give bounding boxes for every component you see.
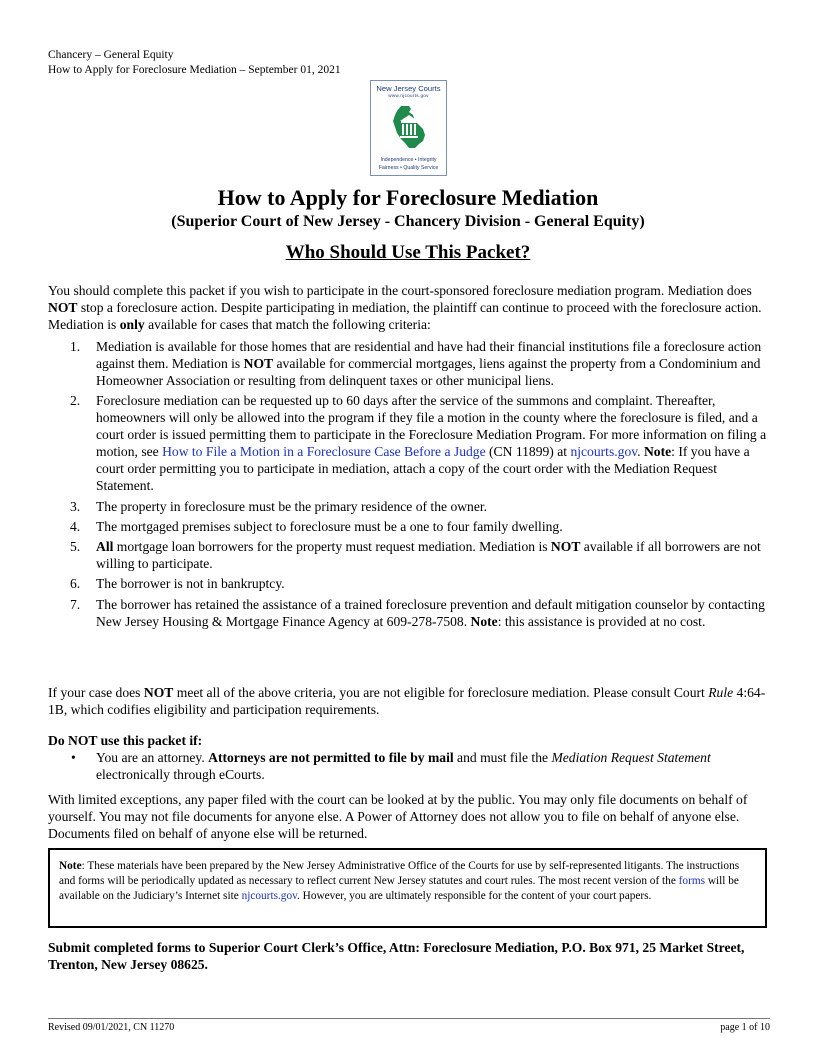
section-heading: Who Should Use This Packet? <box>285 242 531 263</box>
filing-limits-paragraph: With limited exceptions, any paper filed with the court can be looked at by the public. You may only file documents on behalf of yourself. You may not file documents for anyone else. A Power of Attorney does not allow you to file on behalf of anyone else. Documents filed on behalf of anyone else will be returned. <box>48 792 748 841</box>
list-item: 5. All mortgage loan borrowers for the property must request mediation. Mediation is NOT available if all borrowers are not willing to participate. <box>70 539 761 572</box>
intro-paragraph: You should complete this packet if you wish to participate in the court-sponsored foreclosure mediation program. Mediation does NOT stop a foreclosure action. Despite participating in mediation, the plaintiff can continue to proceed with the foreclosure action. Mediation is only available for cases that match the following criteria: <box>48 283 762 332</box>
do-not-use-heading: Do NOT use this packet if: <box>48 733 203 748</box>
footer-page-number: page 1 of 10 <box>720 1022 770 1033</box>
logo-name: New Jersey Courts <box>376 84 441 93</box>
njcourts-site-link[interactable]: njcourts.gov <box>241 890 298 903</box>
submit-instructions: Submit completed forms to Superior Court Clerk’s Office, Attn: Foreclosure Mediation, P.O. Box 971, 25 Market Street, Trenton, New Jersey 08625. <box>48 940 745 972</box>
courthouse-seal-icon <box>387 103 430 149</box>
list-item: 2. Foreclosure mediation can be requested up to 60 days after the service of the summons and complaint. Thereafter, homeowners will only be allowed into the program if they file a motion in the county where the foreclosure is filed, and a court order is issued permitting them to participate in the Foreclosure Mediation Program. For more information on filing a motion, see How to File a Motion in a Foreclosure Case Before a Judge (CN 11899) at njcourts.gov. Note: If you have a court order permitting you to participate in mediation, attach a copy of the court order with the Mediation Request Statement. <box>70 393 767 494</box>
motion-guide-link[interactable]: How to File a Motion in a Foreclosure Case Before a Judge <box>162 444 486 460</box>
forms-link[interactable]: forms <box>678 875 706 888</box>
header-division: Chancery – General Equity <box>48 49 174 61</box>
list-item: 3. The property in foreclosure must be the primary residence of the owner. <box>70 498 488 514</box>
page-subtitle: (Superior Court of New Jersey - Chancery Division - General Equity) <box>171 213 645 230</box>
footer-divider <box>48 1018 770 1019</box>
list-item: • You are an attorney. Attorneys are not permitted to file by mail and must file the Mediation Request Statement electronically through eCourts. <box>71 750 711 782</box>
njcourts-link[interactable]: njcourts.gov <box>570 444 638 460</box>
eligibility-criteria-list <box>48 338 770 633</box>
logo-motto-line2: Fairness • Quality Service <box>378 165 439 171</box>
list-item: 7. The borrower has retained the assistance of a trained foreclosure prevention and default mitigation counselor by contacting New Jersey Housing & Mortgage Finance Agency at 609-278-7508. Note: this assistance is provided at no cost. <box>70 596 765 629</box>
logo-motto-line1: Independence • Integrity <box>380 157 437 163</box>
header-doc-title: How to Apply for Foreclosure Mediation – September 01, 2021 <box>48 64 341 76</box>
note-box: Note: These materials have been prepared by the New Jersey Administrative Office of the Courts for use by self-represented litigants. The instructions and forms will be periodically updated as necessary to reflect current New Jersey statutes and court rules. The most recent version of the forms will be available on the Judiciary’s Internet site njcourts.gov. However, you are ultimately responsible for the content of your court papers. <box>48 848 767 928</box>
list-item: 4. The mortgaged premises subject to foreclosure must be a one to four family dwelling. <box>70 518 563 534</box>
footer-revision: Revised 09/01/2021, CN 11270 <box>48 1022 175 1033</box>
nj-courts-logo <box>370 80 447 176</box>
eligibility-paragraph: If your case does NOT meet all of the above criteria, you are not eligible for foreclosure mediation. Please consult Court Rule 4:64-1B, which codifies eligibility and participation requirements. <box>48 685 766 717</box>
list-item: 6. The borrower is not in bankruptcy. <box>70 576 285 592</box>
logo-url: www.njcourts.gov <box>388 93 429 98</box>
list-item: 1. Mediation is available for those homes that are residential and have had their financial institutions file a foreclosure action against them. Mediation is NOT available for commercial mortgages, liens against the property from a Condominium and Homeowner Association or resulting from delinquent taxes or other municipal liens. <box>70 339 762 388</box>
page-title: How to Apply for Foreclosure Mediation <box>217 185 599 210</box>
do-not-use-list <box>48 749 770 783</box>
